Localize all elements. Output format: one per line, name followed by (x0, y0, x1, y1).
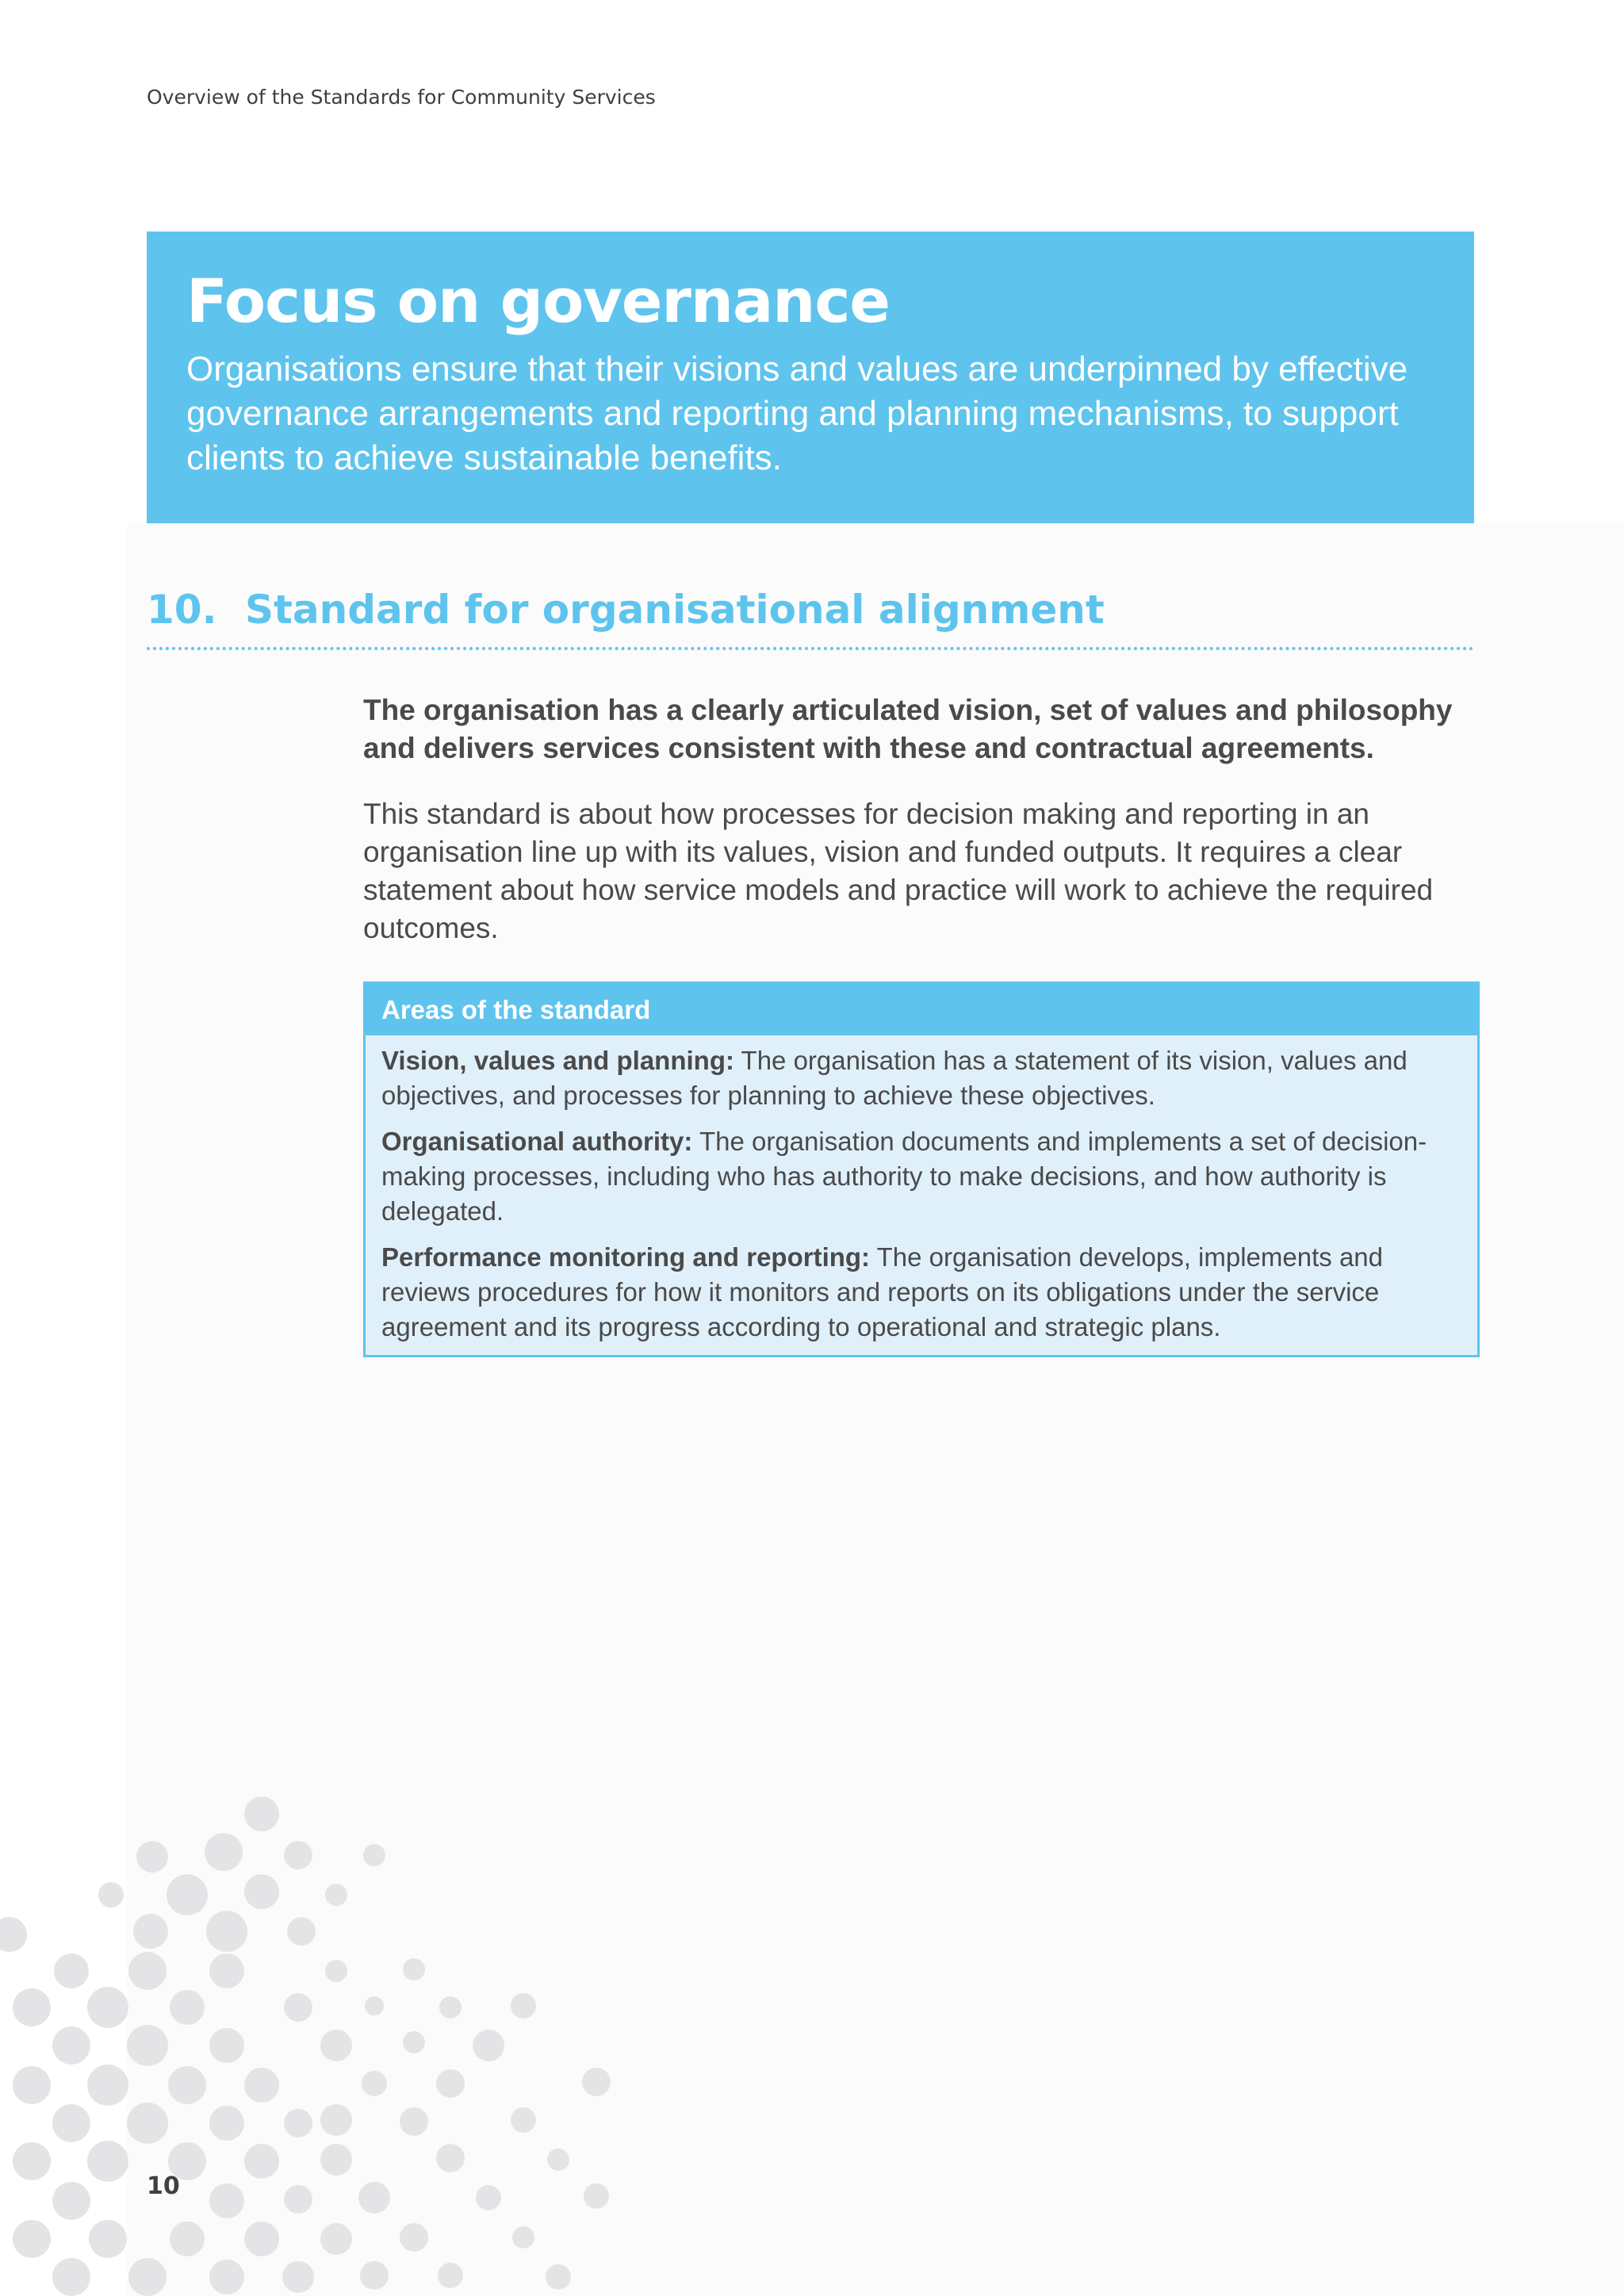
area-label: Organisational authority: (381, 1127, 693, 1156)
section-title: Standard for organisational alignment (245, 587, 1105, 633)
area-item-vision (381, 1043, 1461, 1113)
area-item-authority (381, 1124, 1461, 1229)
focus-description: Organisations ensure that their visions and values are underpinned by effective governance arrangements and reporting and planning mechanisms, to support clients to achieve sustainable benefits. (186, 350, 1408, 477)
page-number: 10 (147, 2172, 180, 2200)
decorative-dot-pattern (0, 1776, 634, 2296)
running-header: Overview of the Standards for Community Services (147, 86, 656, 109)
areas-heading: Areas of the standard (366, 984, 1477, 1035)
areas-list (366, 1035, 1477, 1345)
focus-banner (147, 232, 1474, 523)
section-divider (147, 647, 1474, 650)
area-text: The organisation documents and implements a set of decision-making processes, including who has authority to make decisions, and how authority is delegated. (381, 1127, 1427, 1226)
standard-intro-paragraph: This standard is about how processes for decision making and reporting in an organisation line up with its values, vision and funded outputs. It requires a clear statement about how service models and practice will work to achieve the required outcomes. (363, 798, 1434, 944)
area-label: Performance monitoring and reporting: (381, 1242, 871, 1272)
area-text: The organisation develops, implements and reviews procedures for how it monitors and reports on its obligations under the service agreement and its progress according to operational and strategic plans. (381, 1242, 1384, 1341)
focus-title: Focus on governance (186, 266, 890, 336)
area-item-performance (381, 1240, 1461, 1345)
standard-lead-statement: The organisation has a clearly articulated vision, set of values and philosophy and delivers services consistent with these and contractual agreements. (363, 694, 1453, 764)
area-label: Vision, values and planning: (381, 1046, 734, 1075)
areas-of-standard-box (363, 982, 1480, 1357)
area-text: The organisation has a statement of its vision, values and objectives, and processes for planning to achieve these objectives. (381, 1046, 1408, 1110)
section-heading (147, 587, 1474, 633)
section-number: 10. (147, 587, 217, 633)
